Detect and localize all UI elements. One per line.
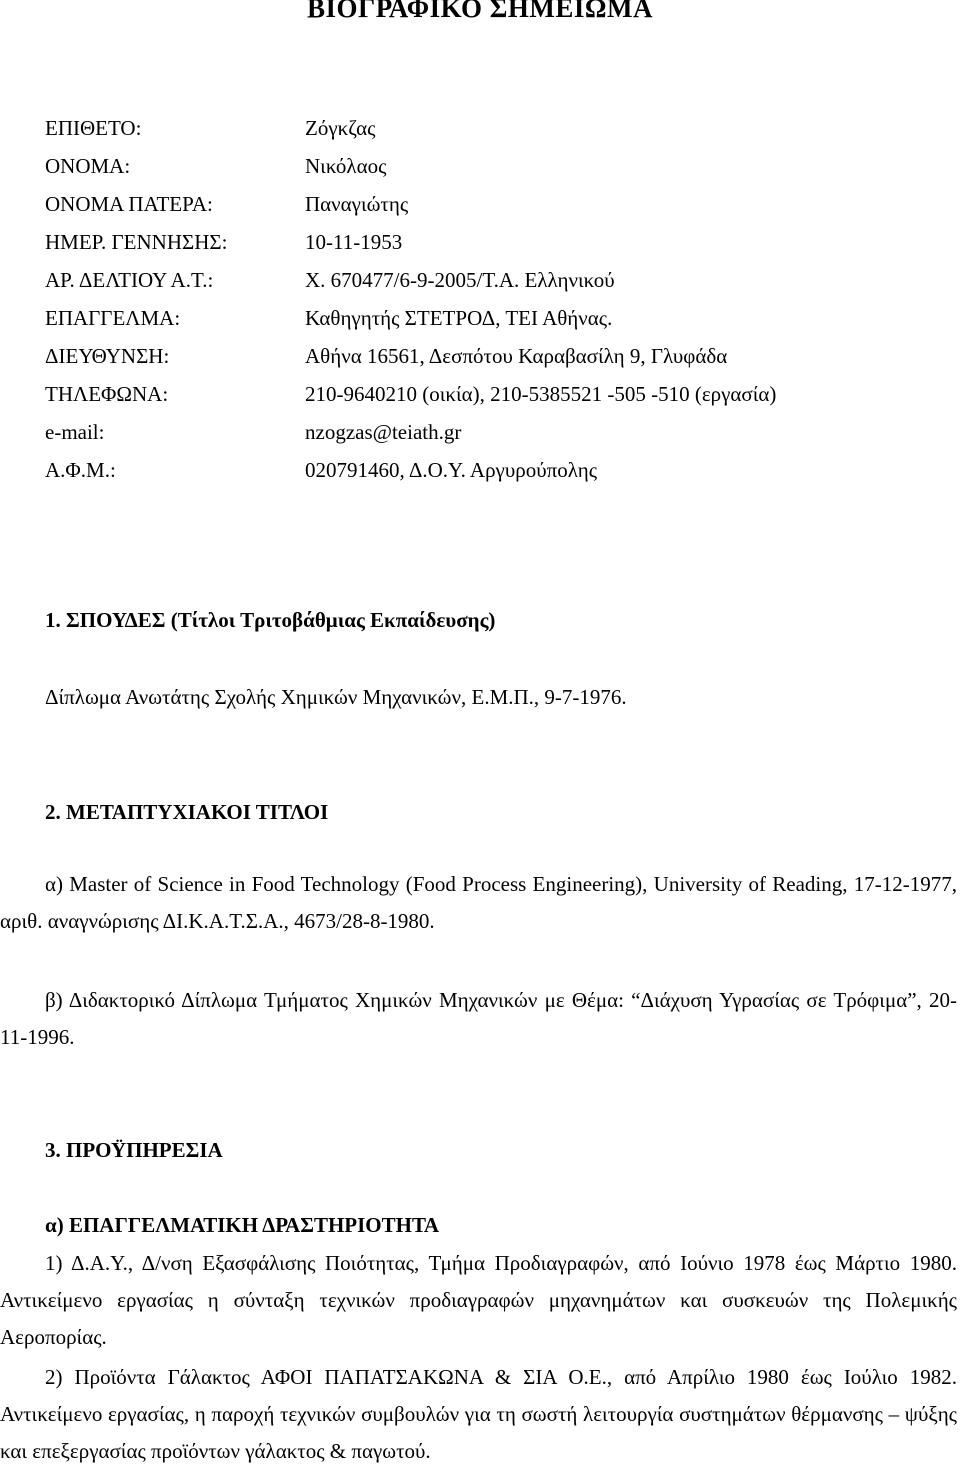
page-title: ΒΙΟΓΡΑΦΙΚΟ ΣΗΜΕΙΩΜΑ xyxy=(307,0,653,23)
experience-item-1: 1) Δ.Α.Υ., Δ/νση Εξασφάλισης Ποιότητας, Τμήμα Προδιαγραφών, από Ιούνιο 1978 έως Μάρτιο 1980. Αντικείμενο εργασίας η σύνταξη τεχνικών προδιαγραφών μηχανημάτων και συσκευών της Πολεμικής Αεροπορίας. xyxy=(0,1251,957,1349)
info-row-tax-id xyxy=(45,451,925,489)
email-link[interactable]: nzogzas@teiath.gr xyxy=(305,420,462,444)
info-value: 020791460, Δ.Ο.Υ. Αργυρούπολης xyxy=(305,458,598,482)
info-value: Ζόγκζας xyxy=(305,116,376,140)
info-value: 10-11-1953 xyxy=(305,230,403,254)
info-value: Αθήνα 16561, Δεσπότου Καραβασίλη 9, Γλυφάδα xyxy=(305,344,728,368)
info-row-father-name xyxy=(45,185,925,223)
info-row-id-number xyxy=(45,261,925,299)
info-label: ΕΠΙΘΕΤΟ: xyxy=(45,116,142,140)
info-label: Α.Φ.Μ.: xyxy=(45,458,116,482)
info-label: ΗΜΕΡ. ΓΕΝΝΗΣΗΣ: xyxy=(45,230,228,254)
info-value: 210-9640210 (οικία), 210-5385521 -505 -510 (εργασία) xyxy=(305,382,777,406)
subsection-heading-professional: α) ΕΠΑΓΓΕΛΜΑΤΙΚΗ ΔΡΑΣΤΗΡΙΟΤΗΤΑ xyxy=(45,1213,440,1237)
info-label: ΟΝΟΜΑ: xyxy=(45,154,131,178)
info-value: Νικόλαος xyxy=(305,154,387,178)
info-label: e-mail: xyxy=(45,420,105,444)
info-label: ΤΗΛΕΦΩΝΑ: xyxy=(45,382,169,406)
info-row-surname xyxy=(45,109,925,147)
info-row-address xyxy=(45,337,925,375)
info-row-email xyxy=(45,413,925,451)
info-label: ΟΝΟΜΑ ΠΑΤΕΡΑ: xyxy=(45,192,213,216)
section-heading-experience: 3. ΠΡΟΫΠΗΡΕΣΙΑ xyxy=(45,1138,223,1162)
postgraduate-item-b: β) Διδακτορικό Δίπλωμα Τμήματος Χημικών Μηχανικών με Θέμα: “Διάχυση Υγρασίας σε Τρόφιμα”, 20-11-1996. xyxy=(0,988,957,1049)
section-heading-studies: 1. ΣΠΟΥΔΕΣ (Τίτλοι Τριτοβάθμιας Εκπαίδευσης) xyxy=(45,608,496,632)
info-label: ΔΙΕΥΘΥΝΣΗ: xyxy=(45,344,170,368)
section-heading-postgraduate: 2. ΜΕΤΑΠΤΥΧΙΑΚΟΙ ΤΙΤΛΟΙ xyxy=(45,800,329,824)
info-row-name xyxy=(45,147,925,185)
personal-info-table xyxy=(45,109,925,489)
info-row-phones xyxy=(45,375,925,413)
info-row-profession xyxy=(45,299,925,337)
info-label: ΕΠΑΓΓΕΛΜΑ: xyxy=(45,306,181,330)
info-label: ΑΡ. ΔΕΛΤΙΟΥ Α.Τ.: xyxy=(45,268,214,292)
info-value: Καθηγητής ΣΤΕΤΡΟΔ, ΤΕΙ Αθήνας. xyxy=(305,306,613,330)
experience-item-2: 2) Προϊόντα Γάλακτος ΑΦΟΙ ΠΑΠΑΤΣΑΚΩΝΑ & ΣΙΑ Ο.Ε., από Απρίλιο 1980 έως Ιούλιο 1982. Αντικείμενο εργασίας, η παροχή τεχνικών συμβουλών για τη σωστή λειτουργία συστημάτων θέρμανσης – ψύξης και επεξεργασίας προϊόντων γάλακτος & παγωτού. xyxy=(0,1365,957,1463)
info-value: Παναγιώτης xyxy=(305,192,409,216)
info-row-birth-date xyxy=(45,223,925,261)
studies-degree: Δίπλωμα Ανωτάτης Σχολής Χημικών Μηχανικών, Ε.Μ.Π., 9-7-1976. xyxy=(45,685,627,709)
info-value: Χ. 670477/6-9-2005/Τ.Α. Ελληνικού xyxy=(305,268,615,292)
postgraduate-item-a: α) Master of Science in Food Technology (Food Process Engineering), University of Reading, 17-12-1977, αριθ. αναγνώρισης ΔΙ.Κ.Α.Τ.Σ.Α., 4673/28-8-1980. xyxy=(0,872,957,933)
